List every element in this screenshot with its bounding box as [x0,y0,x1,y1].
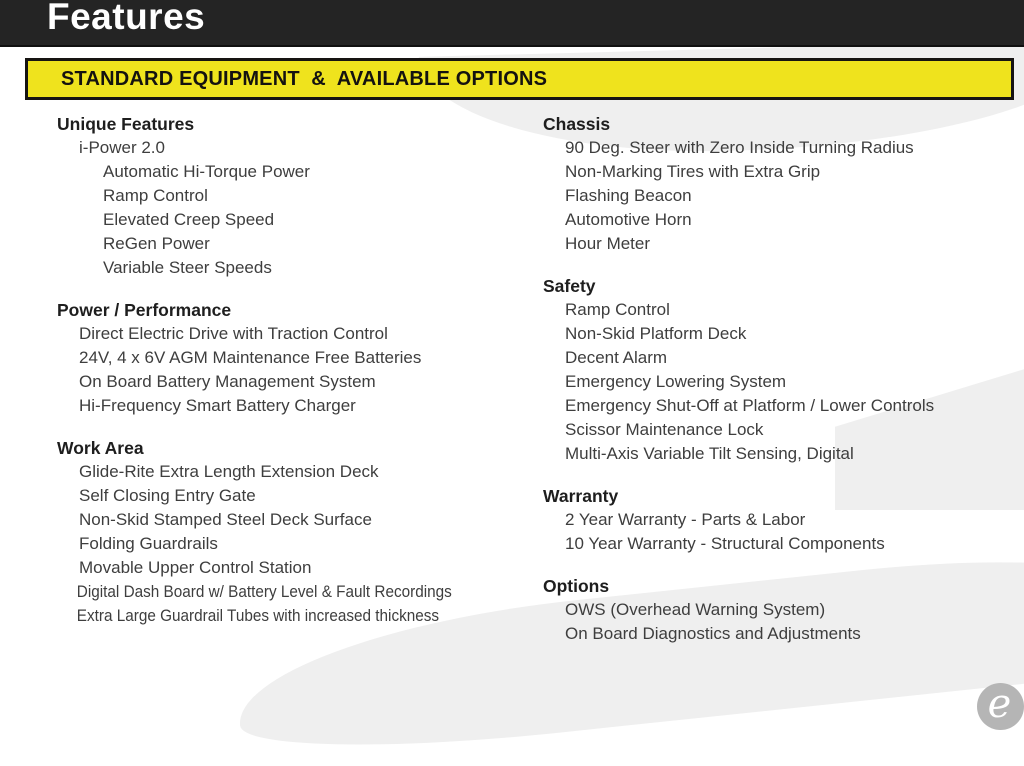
feature-item: Self Closing Entry Gate [79,486,256,505]
feature-item: Folding Guardrails [79,534,218,553]
feature-item: Direct Electric Drive with Traction Control [79,324,388,343]
feature-item: Glide-Rite Extra Length Extension Deck [79,462,379,481]
feature-item: Movable Upper Control Station [79,558,312,577]
feature-item: Non-Marking Tires with Extra Grip [565,162,821,181]
feature-item: Decent Alarm [565,348,668,367]
equipment-banner [25,58,1014,100]
feature-item: ReGen Power [103,234,210,253]
brand-logo-letter: e [987,680,1012,727]
section-heading: Chassis [543,114,611,134]
feature-item: Flashing Beacon [565,186,692,205]
feature-section [57,436,537,628]
feature-item: i-Power 2.0 [79,138,165,157]
section-heading: Work Area [57,438,144,458]
feature-item: Emergency Shut-Off at Platform / Lower Controls [565,396,935,415]
right-column [543,112,1023,664]
feature-item: OWS (Overhead Warning System) [565,600,826,619]
section-heading: Options [543,576,610,596]
feature-item: Multi-Axis Variable Tilt Sensing, Digital [565,444,854,463]
feature-item: Variable Steer Speeds [103,258,272,277]
feature-item: Ramp Control [565,300,670,319]
feature-item: 24V, 4 x 6V AGM Maintenance Free Batteries [79,348,422,367]
feature-item: 10 Year Warranty - Structural Components [565,534,885,553]
feature-section [543,112,1023,256]
feature-section [543,484,1023,556]
section-heading: Warranty [543,486,619,506]
feature-item: On Board Battery Management System [79,372,376,391]
feature-item: Automotive Horn [565,210,692,229]
brand-logo [977,680,1024,730]
feature-item: Scissor Maintenance Lock [565,420,764,439]
feature-section [57,112,537,280]
page-title: Features [47,0,206,37]
feature-item: 90 Deg. Steer with Zero Inside Turning Radius [565,138,914,157]
feature-item: Elevated Creep Speed [103,210,275,229]
feature-item: Extra Large Guardrail Tubes with increased thickness [76,606,440,625]
feature-item: Automatic Hi-Torque Power [103,162,310,181]
feature-item: Emergency Lowering System [565,372,787,391]
feature-item: Hi-Frequency Smart Battery Charger [79,396,356,415]
feature-item: 2 Year Warranty - Parts & Labor [565,510,806,529]
feature-item: Hour Meter [565,234,651,253]
feature-item: Non-Skid Stamped Steel Deck Surface [79,510,372,529]
section-heading: Unique Features [57,114,195,134]
banner-title: STANDARD EQUIPMENT & AVAILABLE OPTIONS [61,67,548,90]
section-heading: Power / Performance [57,300,232,320]
feature-item: Non-Skid Platform Deck [565,324,747,343]
left-column [57,112,537,646]
feature-section [543,274,1023,466]
feature-section [57,298,537,418]
feature-item: On Board Diagnostics and Adjustments [565,624,861,643]
feature-item: Digital Dash Board w/ Battery Level & Fault Recordings [76,582,452,601]
feature-section [543,574,1023,646]
feature-item: Ramp Control [103,186,208,205]
title-bar [0,0,1024,47]
section-heading: Safety [543,276,596,296]
